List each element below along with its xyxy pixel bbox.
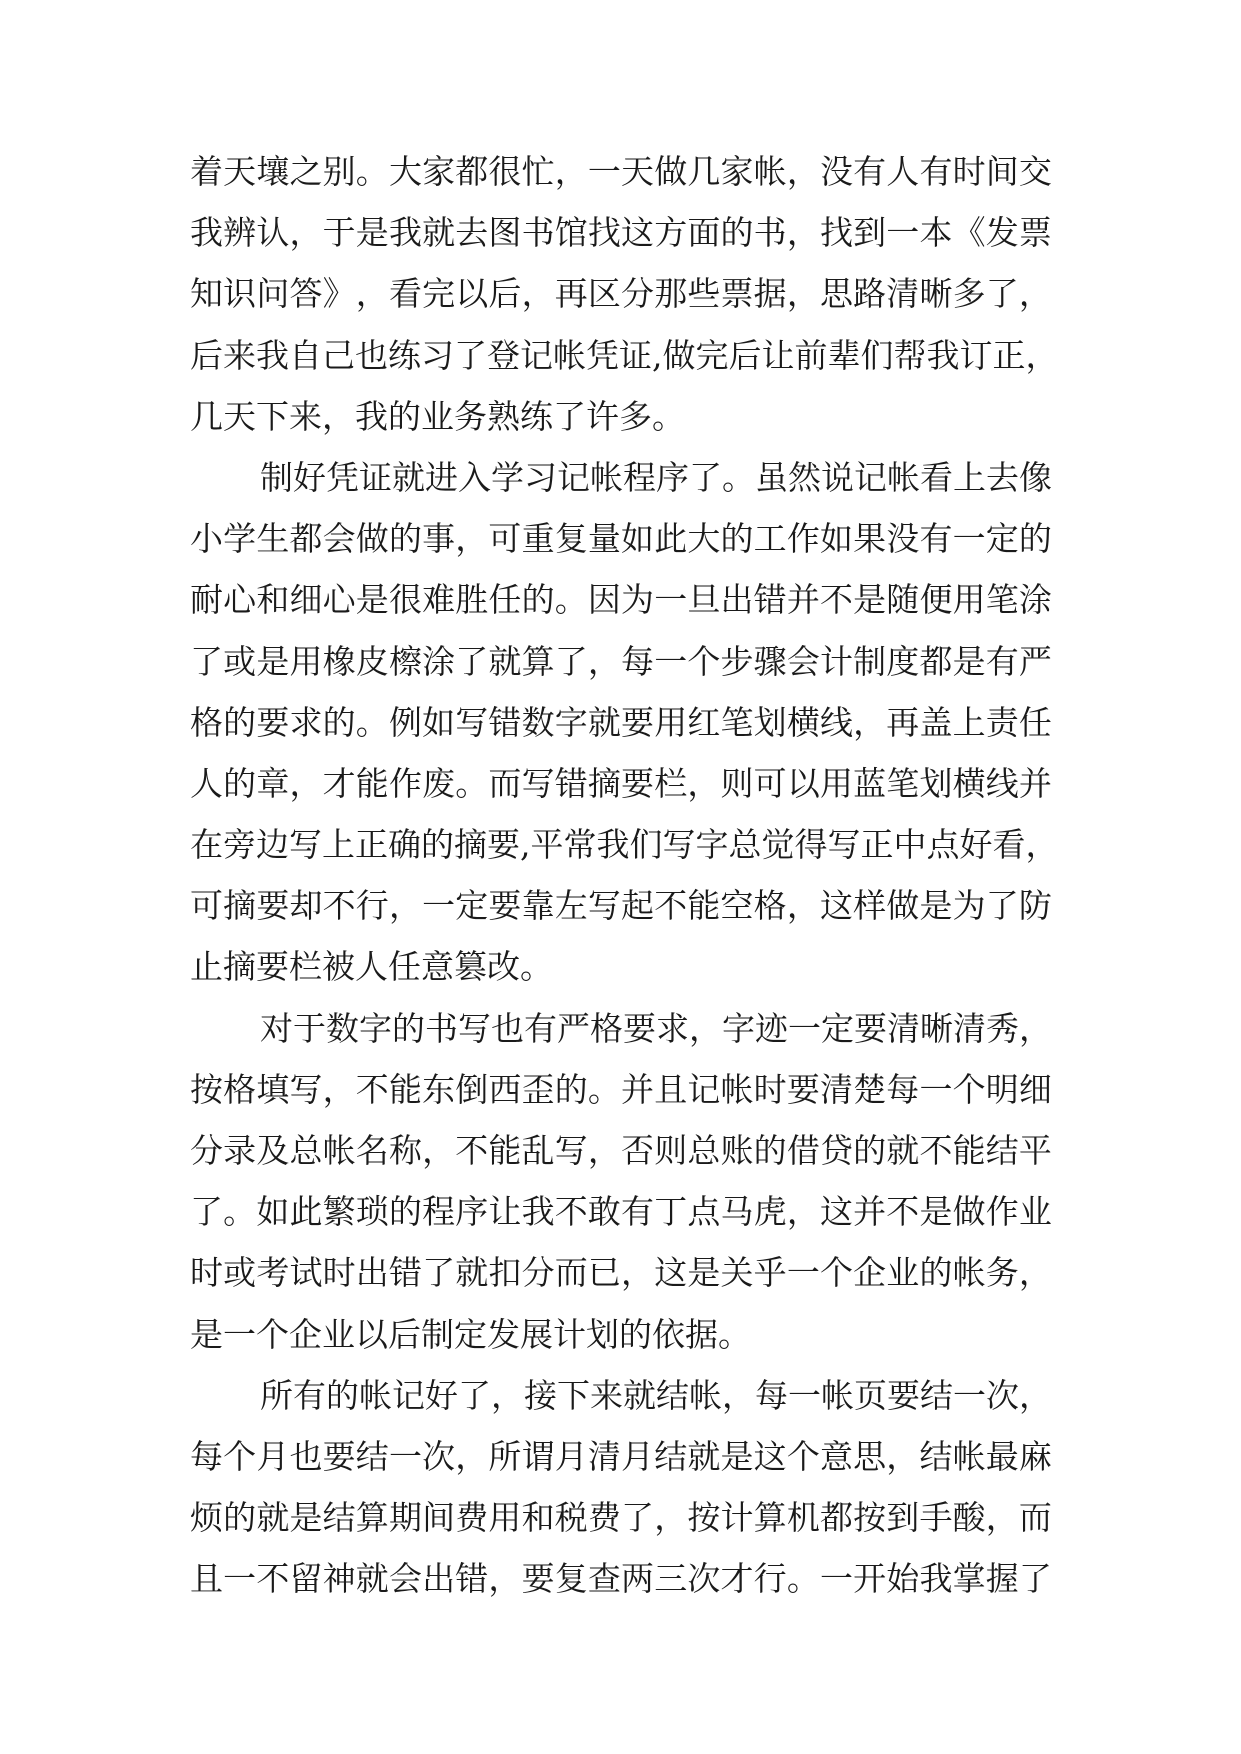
text-line: 了 。 如 此 繁 琐 的 程 序 让 我 不 敢 有 丁 点 马 虎 ， 这 并 不 是 做 作 业 xyxy=(190,1192,1052,1232)
text-line: 可 摘 要 却 不 行 ， 一 定 要 靠 左 写 起 不 能 空 格 ， 这 样 做 是 为 了 防 xyxy=(190,886,1052,926)
paragraph xyxy=(190,1365,1052,1610)
text-line: 知 识 问 答 》 ， 看 完 以 后 ， 再 区 分 那 些 票 据 ， 思 路 清 晰 多 了 ， xyxy=(190,274,1052,314)
text-line: 按 格 填 写 ， 不 能 东 倒 西 歪 的 。 并 且 记 帐 时 要 清 楚 每 一 个 明 细 xyxy=(190,1069,1052,1109)
text-line: 所 有 的 帐 记 好 了 ， 接 下 来 就 结 帐 ， 每 一 帐 页 要 结 一 次 ， xyxy=(260,1375,1052,1415)
paragraph xyxy=(190,998,1052,1365)
text-line: 止摘要栏被人任意篡改。 xyxy=(190,947,553,987)
text-line: 烦 的 就 是 结 算 期 间 费 用 和 税 费 了 ， 按 计 算 机 都 按 到 手 酸 ， 而 xyxy=(190,1498,1052,1538)
text-line: 耐 心 和 细 心 是 很 难 胜 任 的 。 因 为 一 旦 出 错 并 不 是 随 便 用 笔 涂 xyxy=(190,580,1052,620)
text-line: 小 学 生 都 会 做 的 事 ， 可 重 复 量 如 此 大 的 工 作 如 果 没 有 一 定 的 xyxy=(190,519,1052,559)
text-line: 每 个 月 也 要 结 一 次 ， 所 谓 月 清 月 结 就 是 这 个 意 思 ， 结 帐 最 麻 xyxy=(190,1436,1052,1476)
text-line: 了 或 是 用 橡 皮 檫 涂 了 就 算 了 ， 每 一 个 步 骤 会 计 制 度 都 是 有 严 xyxy=(190,641,1052,681)
paragraph xyxy=(190,447,1059,998)
text-line: 且 一 不 留 神 就 会 出 错 ， 要 复 查 两 三 次 才 行 。 一 开 始 我 掌 握 了 xyxy=(190,1559,1052,1599)
document-page xyxy=(190,141,1059,1610)
text-line: 对 于 数 字 的 书 写 也 有 严 格 要 求 ， 字 迹 一 定 要 清 晰 清 秀 ， xyxy=(260,1008,1052,1048)
text-line: 后 来 我 自 己 也 练 习 了 登 记 帐 凭 证 , 做 完 后 让 前 辈 们 帮 我 订 正 ， xyxy=(190,335,1059,375)
text-line: 是一个企业以后制定发展计划的依据。 xyxy=(190,1314,751,1354)
text-line: 在 旁 边 写 上 正 确 的 摘 要 , 平 常 我 们 写 字 总 觉 得 写 正 中 点 好 看 ， xyxy=(190,825,1059,865)
paragraph xyxy=(190,141,1059,447)
text-line: 着 天 壤 之 别 。 大 家 都 很 忙 ， 一 天 做 几 家 帐 ， 没 有 人 有 时 间 交 xyxy=(190,152,1052,191)
text-line: 制 好 凭 证 就 进 入 学 习 记 帐 程 序 了 。 虽 然 说 记 帐 看 上 去 像 xyxy=(260,457,1052,497)
text-line: 几天下来，我的业务熟练了许多。 xyxy=(190,396,685,436)
text-line: 格 的 要 求 的 。 例 如 写 错 数 字 就 要 用 红 笔 划 横 线 ， 再 盖 上 责 任 xyxy=(190,702,1052,742)
text-line: 人 的 章 ， 才 能 作 废 。 而 写 错 摘 要 栏 ， 则 可 以 用 蓝 笔 划 横 线 并 xyxy=(190,763,1052,803)
text-line: 分 录 及 总 帐 名 称 ， 不 能 乱 写 ， 否 则 总 账 的 借 贷 的 就 不 能 结 平 xyxy=(190,1131,1052,1170)
text-line: 我 辨 认 ， 于 是 我 就 去 图 书 馆 找 这 方 面 的 书 ， 找 到 一 本 《 发 票 xyxy=(190,213,1052,253)
text-line: 时 或 考 试 时 出 错 了 就 扣 分 而 已 ， 这 是 关 乎 一 个 企 业 的 帐 务 ， xyxy=(190,1253,1052,1293)
